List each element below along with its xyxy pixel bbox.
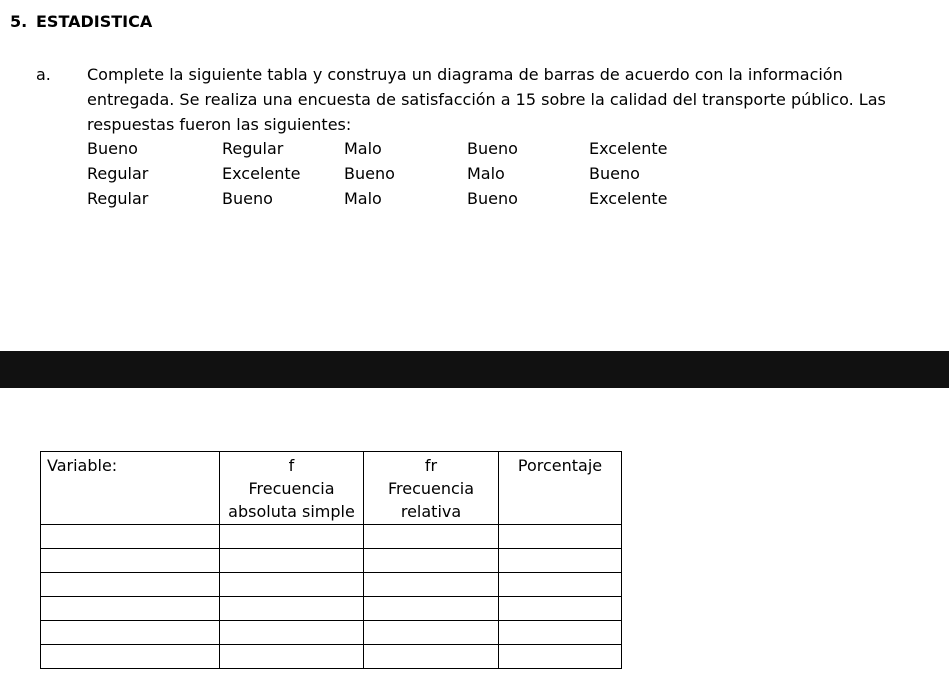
question-letter: a. bbox=[36, 65, 51, 84]
table-cell[interactable] bbox=[364, 549, 499, 573]
header-fr bbox=[364, 452, 499, 525]
responses-row-1 bbox=[87, 136, 787, 161]
table-cell[interactable] bbox=[220, 645, 364, 669]
responses-row-3 bbox=[87, 186, 787, 211]
table-row bbox=[41, 525, 622, 549]
response-cell: Malo bbox=[344, 189, 382, 208]
table-cell[interactable] bbox=[499, 573, 622, 597]
question-text: Complete la siguiente tabla y construya un diagrama de barras de acuerdo con la información entregada. Se realiza una encuesta de satisfacción a 15 sobre la calidad del transporte público. Las respuestas fueron las siguientes: bbox=[87, 65, 886, 134]
header-f-line1: Frecuencia bbox=[248, 479, 335, 498]
table-row bbox=[41, 621, 622, 645]
response-cell: Bueno bbox=[589, 164, 640, 183]
table-cell[interactable] bbox=[364, 525, 499, 549]
question-block bbox=[36, 62, 916, 137]
table-cell[interactable] bbox=[41, 597, 220, 621]
table-cell[interactable] bbox=[364, 573, 499, 597]
response-cell: Excelente bbox=[589, 139, 668, 158]
table-cell[interactable] bbox=[41, 621, 220, 645]
section-heading: ESTADISTICA bbox=[36, 12, 153, 31]
response-cell: Bueno bbox=[87, 139, 138, 158]
table-row bbox=[41, 597, 622, 621]
response-cell: Regular bbox=[87, 189, 149, 208]
table-cell[interactable] bbox=[220, 597, 364, 621]
response-cell: Bueno bbox=[344, 164, 395, 183]
table-cell[interactable] bbox=[364, 645, 499, 669]
table-header-row bbox=[41, 452, 622, 525]
header-f-line2: absoluta simple bbox=[228, 502, 355, 521]
table-row bbox=[41, 573, 622, 597]
table-row bbox=[41, 549, 622, 573]
responses-row-2 bbox=[87, 161, 787, 186]
frequency-table bbox=[40, 451, 622, 669]
table-cell[interactable] bbox=[41, 573, 220, 597]
table-cell[interactable] bbox=[499, 621, 622, 645]
section-title bbox=[10, 12, 152, 31]
table-cell[interactable] bbox=[364, 621, 499, 645]
header-percentage bbox=[499, 452, 622, 525]
header-variable-label: Variable: bbox=[47, 456, 118, 475]
header-variable bbox=[41, 452, 220, 525]
header-f bbox=[220, 452, 364, 525]
response-cell: Malo bbox=[467, 164, 505, 183]
table-cell[interactable] bbox=[499, 645, 622, 669]
table-cell[interactable] bbox=[41, 645, 220, 669]
response-cell: Bueno bbox=[467, 139, 518, 158]
redaction-band bbox=[0, 351, 949, 388]
response-cell: Excelente bbox=[222, 164, 301, 183]
table-cell[interactable] bbox=[41, 549, 220, 573]
section-number: 5. bbox=[10, 12, 28, 31]
response-cell: Bueno bbox=[467, 189, 518, 208]
response-cell: Excelente bbox=[589, 189, 668, 208]
response-cell: Regular bbox=[222, 139, 284, 158]
header-fr-symbol: fr bbox=[424, 456, 438, 475]
table-cell[interactable] bbox=[499, 549, 622, 573]
header-fr-line2: relativa bbox=[400, 502, 462, 521]
table-cell[interactable] bbox=[364, 597, 499, 621]
table-cell[interactable] bbox=[499, 525, 622, 549]
response-cell: Regular bbox=[87, 164, 149, 183]
header-f-symbol: f bbox=[288, 456, 295, 475]
response-cell: Malo bbox=[344, 139, 382, 158]
header-percentage-label: Porcentaje bbox=[517, 456, 603, 475]
response-cell: Bueno bbox=[222, 189, 273, 208]
table-cell[interactable] bbox=[220, 525, 364, 549]
header-fr-line1: Frecuencia bbox=[387, 479, 475, 498]
table-cell[interactable] bbox=[41, 525, 220, 549]
table-cell[interactable] bbox=[220, 573, 364, 597]
table-cell[interactable] bbox=[220, 621, 364, 645]
responses-list bbox=[87, 136, 787, 211]
table-cell[interactable] bbox=[220, 549, 364, 573]
table-row bbox=[41, 645, 622, 669]
table-cell[interactable] bbox=[499, 597, 622, 621]
